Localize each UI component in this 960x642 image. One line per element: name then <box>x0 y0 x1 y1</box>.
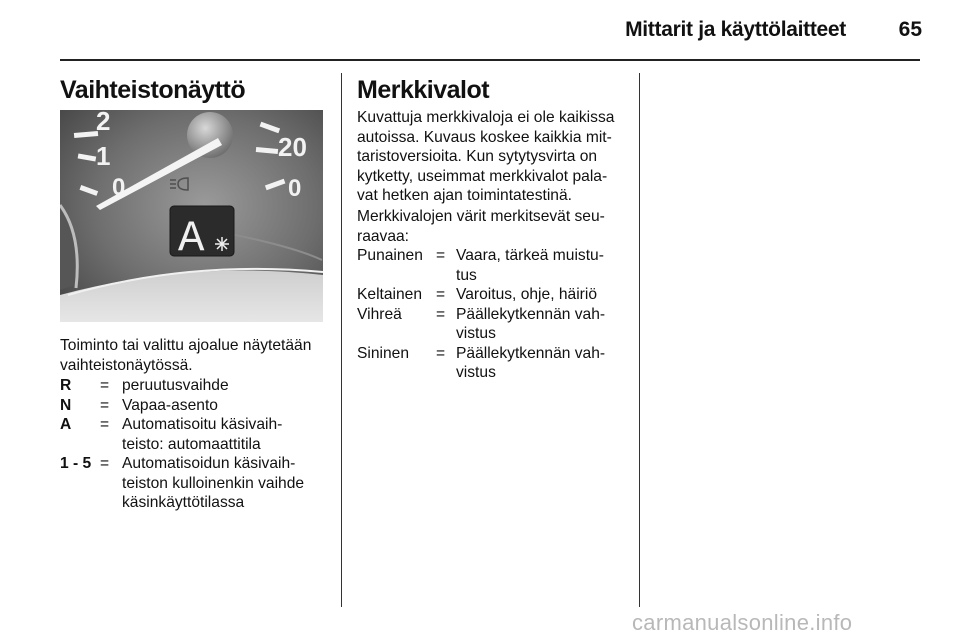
gauge-label-1: 1 <box>96 141 111 171</box>
color-term: Punainen <box>357 247 423 264</box>
color-separator: = <box>436 247 446 264</box>
definition-row-r <box>60 376 340 396</box>
definition-text: Vapaa-asento <box>122 396 218 414</box>
definition-term: A <box>60 416 72 433</box>
column-divider-right <box>639 73 640 607</box>
color-row-red <box>357 246 637 285</box>
color-term: Sininen <box>357 344 410 362</box>
color-meaning: Varoitus, ohje, häiriö <box>456 286 597 303</box>
gear-definition-list <box>60 376 340 513</box>
snowflake-icon <box>215 237 229 251</box>
definition-term: N <box>60 396 72 414</box>
definition-text: Automatisoitu käsivaih- teisto: automaattitila <box>122 416 283 453</box>
header-title: Mittarit ja käyttölaitteet <box>625 18 846 41</box>
color-meaning: Päällekytkennän vah- vistus <box>456 344 606 381</box>
color-definition-list <box>357 246 637 383</box>
definition-row-1-5 <box>60 454 340 513</box>
color-separator: = <box>436 305 446 323</box>
color-term: Vihreä <box>357 305 402 323</box>
section-title-warning-lights: Merkkivalot <box>357 76 490 104</box>
definition-separator: = <box>100 416 110 433</box>
definition-row-a <box>60 415 340 454</box>
color-meaning: Päällekytkennän vah- vistus <box>456 305 606 342</box>
gauge-label-2: 2 <box>96 110 111 136</box>
color-separator: = <box>436 344 446 362</box>
definition-text: Automatisoidun käsivaih- teiston kulloinenkin vaihde käsinkäyttötilassa <box>122 455 305 511</box>
color-term: Keltainen <box>357 286 423 303</box>
transmission-display-description: Toiminto tai valittu ajoalue näytetään vaihteistonäytössä. <box>60 337 312 374</box>
transmission-display-figure <box>60 110 323 322</box>
definition-text: peruutusvaihde <box>122 377 229 394</box>
warning-lights-intro: Kuvattuja merkkivaloja ei ole kaikissa autoissa. Kuvaus koskee kaikkia mit- taristoversioita. Kun sytytysvirta on kytketty, useimmat merkkivalot pala- vat hetken ajan toimintatestinä. <box>357 109 615 204</box>
color-row-green <box>357 305 637 344</box>
section-title-transmission-display: Vaihteistonäyttö <box>60 76 246 104</box>
page-number: 65 <box>898 18 922 41</box>
definition-separator: = <box>100 396 110 414</box>
column-divider-left <box>341 73 342 607</box>
definition-separator: = <box>100 377 110 394</box>
color-separator: = <box>436 286 446 303</box>
gauge-label-0-left: 0 <box>112 174 126 201</box>
definition-term: 1 - 5 <box>60 455 92 472</box>
definition-row-n <box>60 396 340 416</box>
color-row-yellow <box>357 285 637 305</box>
color-row-blue <box>357 344 637 383</box>
color-meaning: Vaara, tärkeä muistu- tus <box>456 247 604 284</box>
gear-display-letter: A <box>178 214 205 264</box>
definition-separator: = <box>100 455 110 472</box>
warning-lights-colors-intro: Merkkivalojen värit merkitsevät seu- raavaa: <box>357 208 605 245</box>
gauge-label-0-right: 0 <box>288 175 302 202</box>
header-rule <box>60 59 920 61</box>
watermark-text: carmanualsonline.info <box>632 610 853 635</box>
definition-term: R <box>60 377 72 394</box>
gauge-label-20: 20 <box>278 132 307 162</box>
